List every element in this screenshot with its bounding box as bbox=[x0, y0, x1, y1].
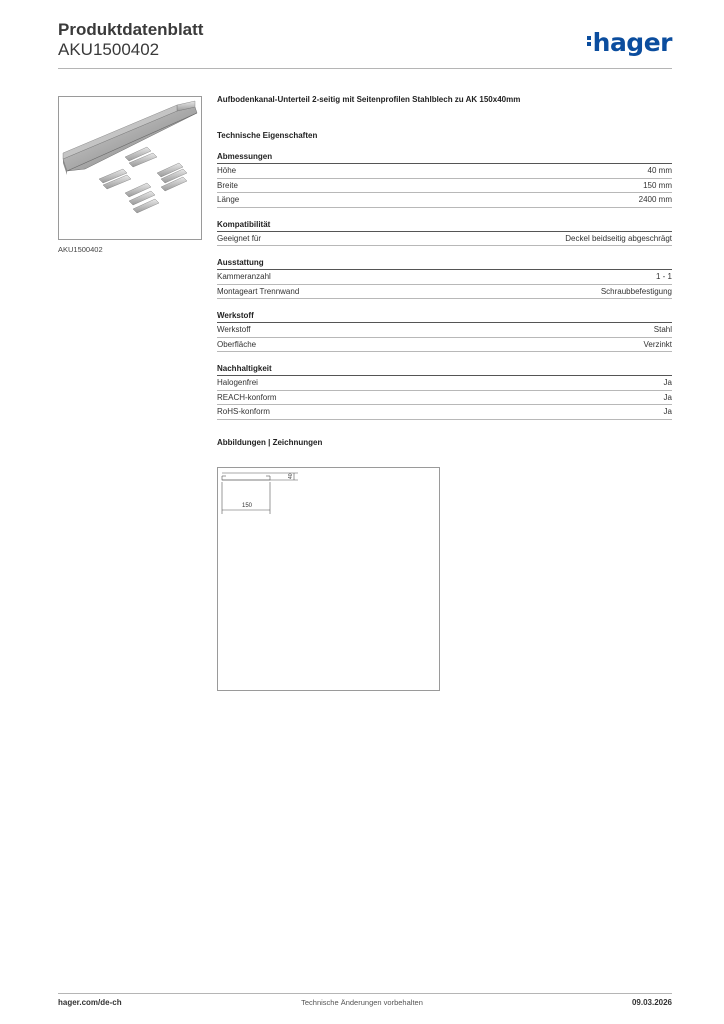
spec-group bbox=[217, 258, 672, 299]
spec-label: Montageart Trennwand bbox=[217, 286, 300, 296]
header-divider bbox=[58, 68, 672, 69]
spec-group bbox=[217, 152, 672, 208]
footer-divider bbox=[58, 993, 672, 994]
product-description: Aufbodenkanal-Unterteil 2-seitig mit Seitenprofilen Stahlblech zu AK 150x40mm bbox=[217, 95, 521, 104]
spec-group-title: Abmessungen bbox=[217, 152, 672, 164]
document-title: Produktdatenblatt bbox=[58, 20, 204, 39]
drawing-height-label: 40 bbox=[288, 473, 294, 479]
spec-label: Oberfläche bbox=[217, 339, 257, 349]
spec-value: 40 mm bbox=[647, 166, 672, 175]
spec-content bbox=[217, 95, 672, 447]
spec-row bbox=[217, 270, 672, 285]
specs-heading: Technische Eigenschaften bbox=[217, 131, 318, 140]
spec-row bbox=[217, 164, 672, 179]
spec-group-title: Werkstoff bbox=[217, 311, 672, 323]
spec-row bbox=[217, 285, 672, 300]
spec-row bbox=[217, 179, 672, 194]
footer-disclaimer: Technische Änderungen vorbehalten bbox=[301, 998, 423, 1007]
footer-date: 09.03.2026 bbox=[631, 998, 672, 1007]
image-caption: AKU1500402 bbox=[58, 245, 103, 254]
spec-row bbox=[217, 323, 672, 338]
channel-drawing-icon bbox=[218, 468, 439, 690]
spec-value: Stahl bbox=[653, 325, 672, 334]
spec-value: Verzinkt bbox=[643, 339, 672, 349]
page-header bbox=[58, 20, 672, 70]
footer-website: hager.com/de-ch bbox=[58, 998, 122, 1007]
spec-label: Länge bbox=[217, 195, 240, 204]
spec-group-title: Nachhaltigkeit bbox=[217, 364, 672, 376]
article-number: AKU1500402 bbox=[58, 40, 160, 59]
spec-value: 150 mm bbox=[643, 180, 672, 190]
logo-text: hager bbox=[592, 28, 672, 57]
spec-value: 2400 mm bbox=[638, 195, 672, 204]
spec-label: Geeignet für bbox=[217, 233, 262, 243]
spec-group-title: Kompatibilität bbox=[217, 220, 672, 232]
spec-group bbox=[217, 364, 672, 420]
figures-heading: Abbildungen | Zeichnungen bbox=[217, 437, 323, 447]
spec-value: Deckel beidseitig abgeschrägt bbox=[565, 233, 672, 243]
spec-row bbox=[217, 193, 672, 208]
spec-value: Ja bbox=[663, 378, 672, 387]
spec-row bbox=[217, 405, 672, 420]
spec-label: Halogenfrei bbox=[217, 378, 258, 387]
spec-row bbox=[217, 232, 672, 247]
spec-label: Höhe bbox=[217, 166, 237, 175]
technical-drawing bbox=[217, 467, 440, 691]
product-photo bbox=[58, 96, 202, 240]
spec-group bbox=[217, 311, 672, 352]
spec-label: REACH-konform bbox=[217, 392, 277, 402]
spec-value: Ja bbox=[663, 392, 672, 402]
product-photo-icon bbox=[59, 97, 201, 239]
spec-label: Kammeranzahl bbox=[217, 272, 271, 281]
spec-value: Schraubbefestigung bbox=[600, 286, 672, 296]
spec-value: 1 - 1 bbox=[655, 272, 672, 281]
spec-row bbox=[217, 338, 672, 353]
spec-value: Ja bbox=[663, 407, 672, 416]
logo-dots-icon bbox=[587, 34, 591, 48]
spec-row bbox=[217, 376, 672, 391]
spec-row bbox=[217, 391, 672, 406]
spec-group-title: Ausstattung bbox=[217, 258, 672, 270]
spec-label: RoHS-konform bbox=[217, 407, 270, 416]
spec-label: Breite bbox=[217, 180, 238, 190]
spec-label: Werkstoff bbox=[217, 325, 251, 334]
spec-groups bbox=[217, 152, 672, 420]
hager-logo bbox=[587, 28, 672, 57]
drawing-width-label: 150 bbox=[242, 503, 253, 509]
spec-group bbox=[217, 220, 672, 247]
